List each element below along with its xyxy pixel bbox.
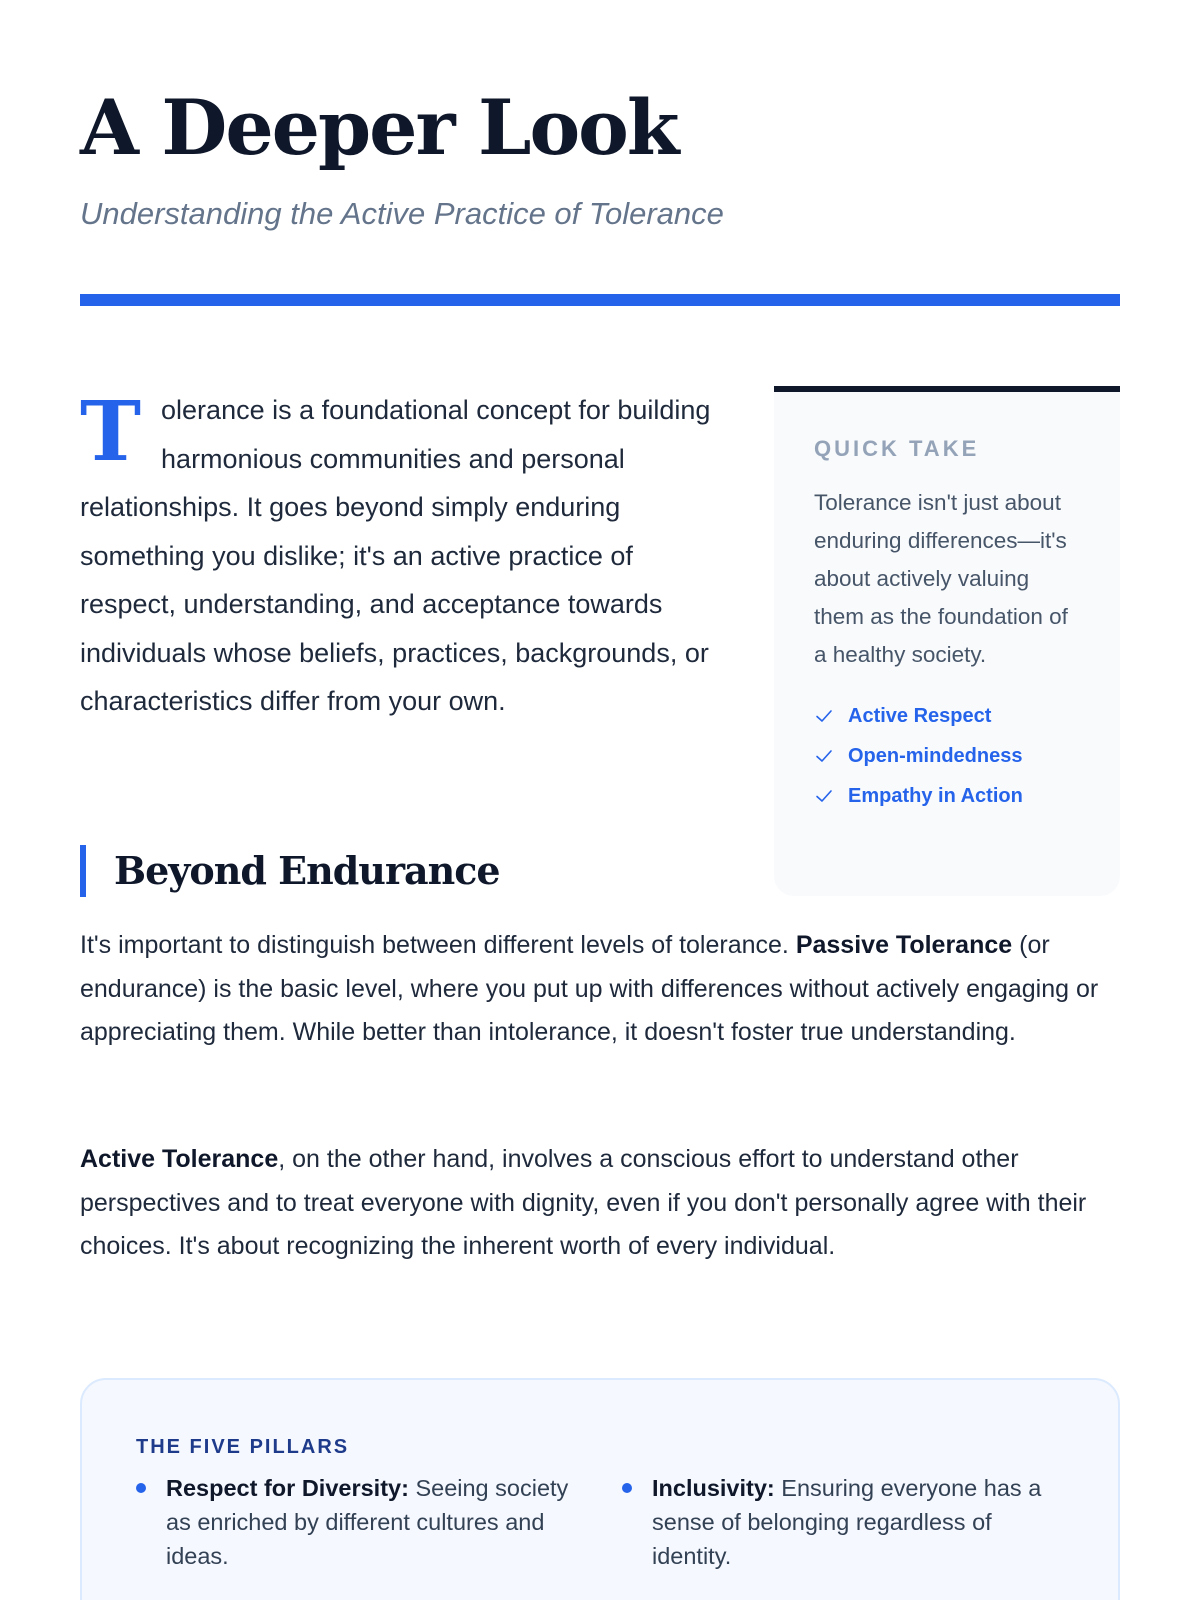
drop-cap: T: [80, 384, 142, 480]
pillar-item: [136, 1471, 578, 1573]
section-heading: Beyond Endurance: [114, 848, 500, 893]
pillar-desc: Ensuring everyone has a sense of belonging regardless of identity.: [652, 1475, 1042, 1569]
quick-take-list: [814, 696, 1082, 816]
check-icon: [814, 786, 834, 806]
paragraph-text: It's important to distinguish between different levels of tolerance.: [80, 931, 796, 959]
quick-take-item: [814, 776, 1082, 816]
paragraph-text: , on the other hand, involves a conscious effort to understand other perspectives and to treat everyone with dignity, even if you don't personally agree with their choices. It's about recognizing the inherent worth of every individual.: [80, 1145, 1087, 1260]
active-tolerance-paragraph: [80, 1138, 1120, 1269]
quick-take-item-label: Active Respect: [848, 704, 992, 727]
page-subtitle: Understanding the Active Practice of Tolerance: [80, 196, 724, 231]
bullet-icon: [136, 1483, 146, 1493]
quick-take-panel: [774, 386, 1120, 896]
page-title: A Deeper Look: [80, 83, 678, 172]
intro-paragraph: [80, 386, 725, 726]
quick-take-item-label: Open-mindedness: [848, 744, 1023, 767]
bullet-icon: [622, 1483, 632, 1493]
passive-tolerance-term: Passive Tolerance: [795, 931, 1013, 959]
five-pillars-heading: THE FIVE PILLARS: [136, 1436, 350, 1458]
pillars-list: [136, 1471, 1064, 1573]
check-icon: [814, 746, 834, 766]
title-divider: [80, 294, 1120, 306]
quick-take-item: [814, 696, 1082, 736]
five-pillars-card: [80, 1378, 1120, 1600]
check-icon: [814, 706, 834, 726]
passive-tolerance-paragraph: [80, 924, 1120, 1055]
quick-take-heading: QUICK TAKE: [814, 436, 980, 461]
quick-take-text: Tolerance isn't just about enduring differences—it's about actively valuing them as the foundation of a healthy society.: [814, 490, 1068, 667]
intro-text: olerance is a foundational concept for building harmonious communities and personal relationships. It goes beyond simply enduring something you dislike; it's an active practice of respect, understanding, and acceptance towards individuals whose beliefs, practices, backgrounds, or characteristics differ from your own.: [80, 395, 711, 716]
pillar-item: [622, 1471, 1064, 1573]
section-heading-block: [80, 845, 500, 897]
pillar-desc: Seeing society as enriched by different cultures and ideas.: [166, 1475, 569, 1569]
paragraph-text: (or endurance) is the basic level, where you put up with differences without actively engaging or appreciating them. While better than intolerance, it doesn't foster true understanding.: [80, 931, 1099, 1046]
pillar-term: Respect for Diversity:: [166, 1475, 409, 1501]
quick-take-item-label: Empathy in Action: [848, 784, 1023, 807]
pillar-term: Inclusivity:: [652, 1475, 775, 1501]
quick-take-item: [814, 736, 1082, 776]
active-tolerance-term: Active Tolerance: [80, 1145, 279, 1173]
